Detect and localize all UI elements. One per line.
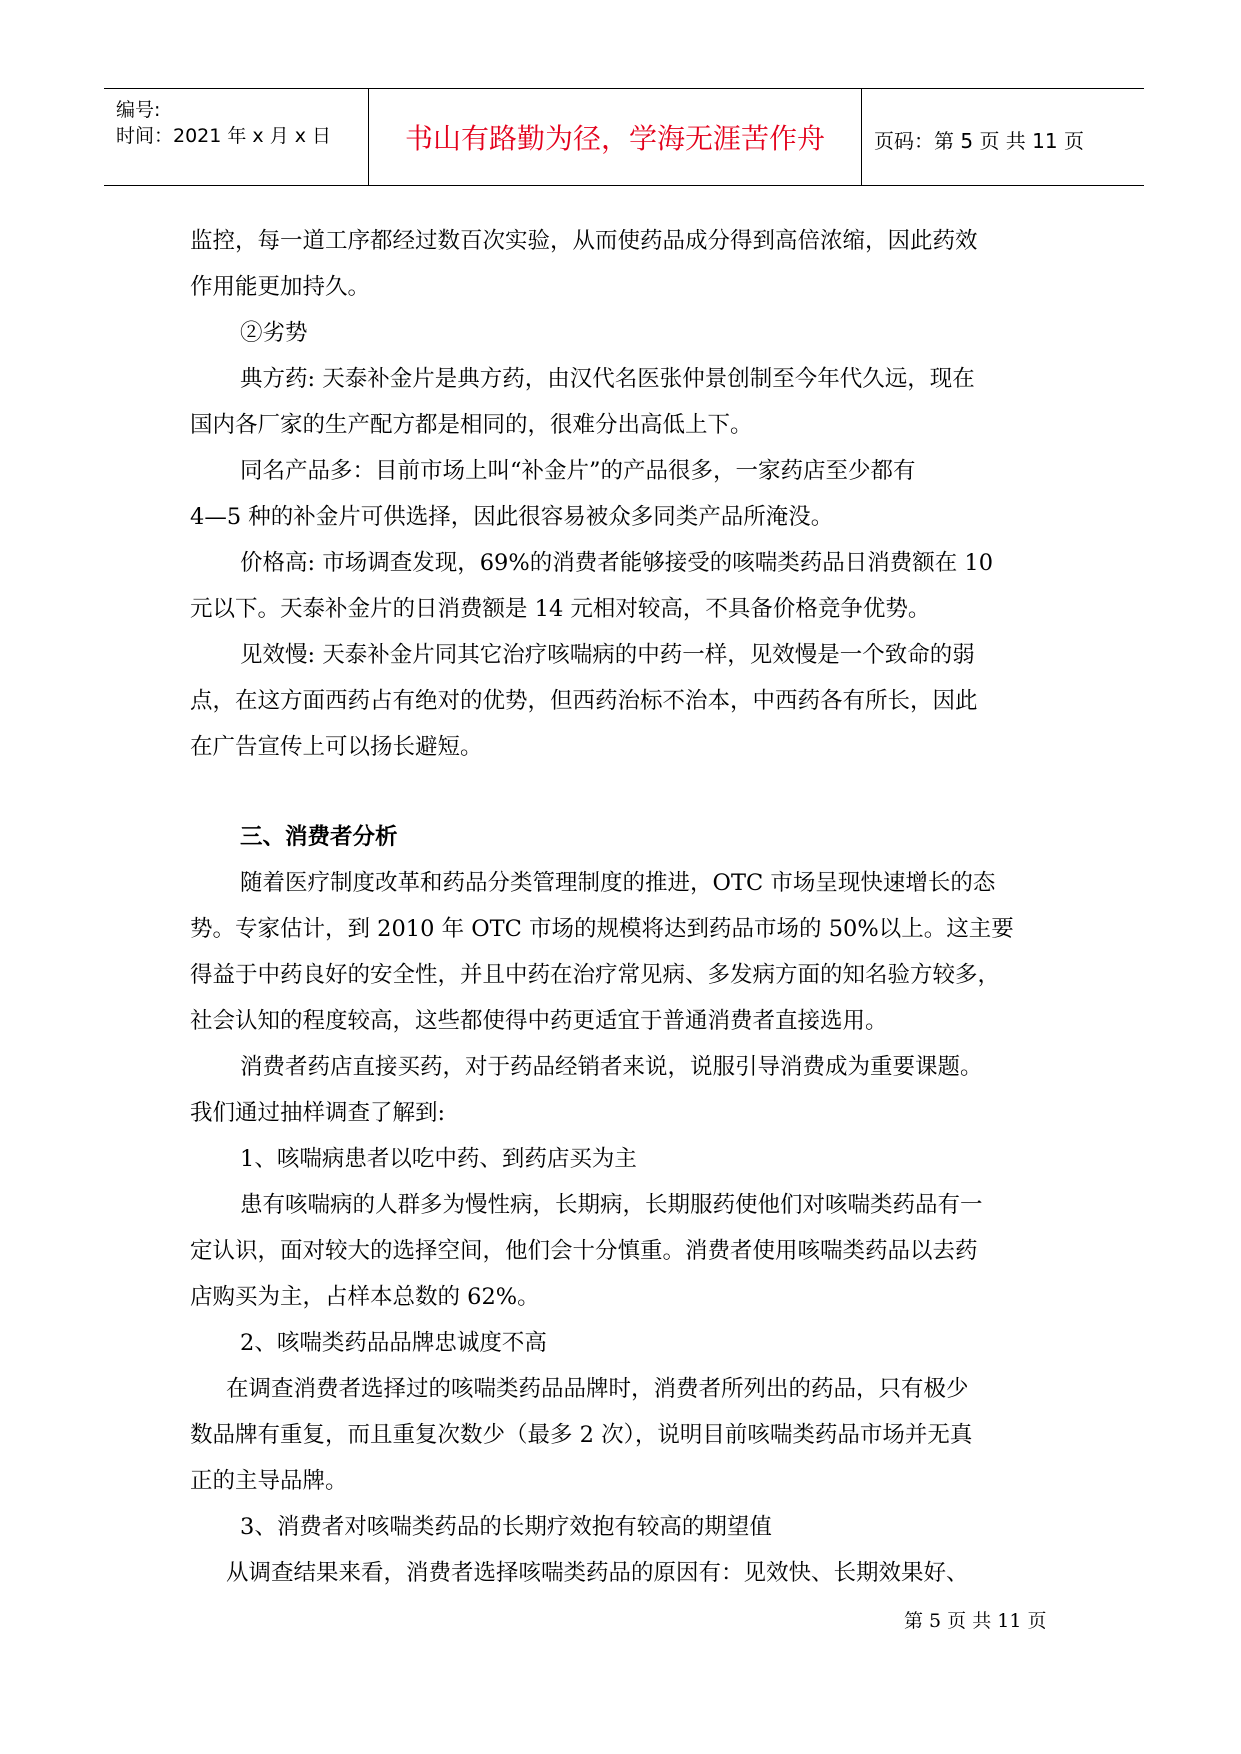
text-line: 势。专家估计，到 2010 年 OTC 市场的规模将达到药品市场的 50%以上。这主要 (190, 916, 1014, 942)
text-line: 正的主导品牌。 (190, 1468, 348, 1494)
text-line: 见效慢: 天泰补金片同其它治疗咳喘病的中药一样，见效慢是一个致命的弱 (240, 642, 975, 668)
text-line: 我们通过抽样调查了解到: (190, 1100, 446, 1126)
text-line: 得益于中药良好的安全性，并且中药在治疗常见病、多发病方面的知名验方较多， (190, 962, 1001, 988)
text-line: 元以下。天泰补金片的日消费额是 14 元相对较高，不具备价格竞争优势。 (190, 596, 931, 622)
serial-number-label: 编号: (116, 99, 161, 121)
text-line: 数品牌有重复，而且重复次数少（最多 2 次），说明目前咳喘类药品市场并无真 (190, 1422, 973, 1448)
page-footer: 第 5 页 共 11 页 (904, 1610, 1047, 1632)
text-line: 消费者药店直接买药，对于药品经销者来说，说服引导消费成为重要课题。 (240, 1054, 983, 1080)
text-line: 价格高: 市场调查发现，69%的消费者能够接受的咳喘类药品日消费额在 10 (240, 550, 994, 576)
header-meta-cell (104, 89, 369, 185)
text-line: 同名产品多：目前市场上叫“补金片”的产品很多，一家药店至少都有 (240, 458, 916, 484)
header-motto-cell (369, 89, 862, 185)
text-line: 在调查消费者选择过的咳喘类药品品牌时，消费者所列出的药品，只有极少 (226, 1376, 969, 1402)
text-line: 定认识，面对较大的选择空间，他们会十分慎重。消费者使用咳喘类药品以去药 (190, 1238, 978, 1264)
text-line: 从调查结果来看，消费者选择咳喘类药品的原因有：见效快、长期效果好、 (226, 1560, 969, 1586)
text-line: 监控，每一道工序都经过数百次实验，从而使药品成分得到高倍浓缩，因此药效 (190, 228, 978, 254)
text-line: 4—5 种的补金片可供选择，因此很容易被众多同类产品所淹没。 (190, 504, 834, 530)
text-line: 社会认知的程度较高，这些都使得中药更适宜于普通消费者直接选用。 (190, 1008, 888, 1034)
date-label: 时间：2021 年 x 月 x 日 (116, 125, 332, 147)
text-line: 点，在这方面西药占有绝对的优势，但西药治标不治本，中西药各有所长，因此 (190, 688, 978, 714)
list-heading: 1、咳喘病患者以吃中药、到药店买为主 (240, 1146, 637, 1172)
text-line: 典方药: 天泰补金片是典方药，由汉代名医张仲景创制至今年代久远，现在 (240, 366, 975, 392)
list-heading: 2、咳喘类药品品牌忠诚度不高 (240, 1330, 547, 1356)
subsection-label: ②劣势 (240, 320, 308, 346)
page-info: 页码：第 5 页 共 11 页 (874, 129, 1084, 153)
header-table (104, 88, 1144, 186)
text-line: 患有咳喘病的人群多为慢性病，长期病，长期服药使他们对咳喘类药品有一 (240, 1192, 983, 1218)
text-line: 店购买为主，占样本总数的 62%。 (190, 1284, 540, 1310)
list-heading: 3、消费者对咳喘类药品的长期疗效抱有较高的期望值 (240, 1514, 772, 1540)
text-line: 作用能更加持久。 (190, 274, 371, 300)
motto-text: 书山有路勤为径，学海无涯苦作舟 (404, 122, 825, 155)
text-line: 在广告宣传上可以扬长避短。 (190, 734, 483, 760)
text-line: 国内各厂家的生产配方都是相同的，很难分出高低上下。 (190, 412, 753, 438)
text-line: 随着医疗制度改革和药品分类管理制度的推进，OTC 市场呈现快速增长的态 (240, 870, 996, 896)
section-heading: 三、消费者分析 (240, 824, 398, 850)
header-page-cell (862, 89, 1144, 185)
